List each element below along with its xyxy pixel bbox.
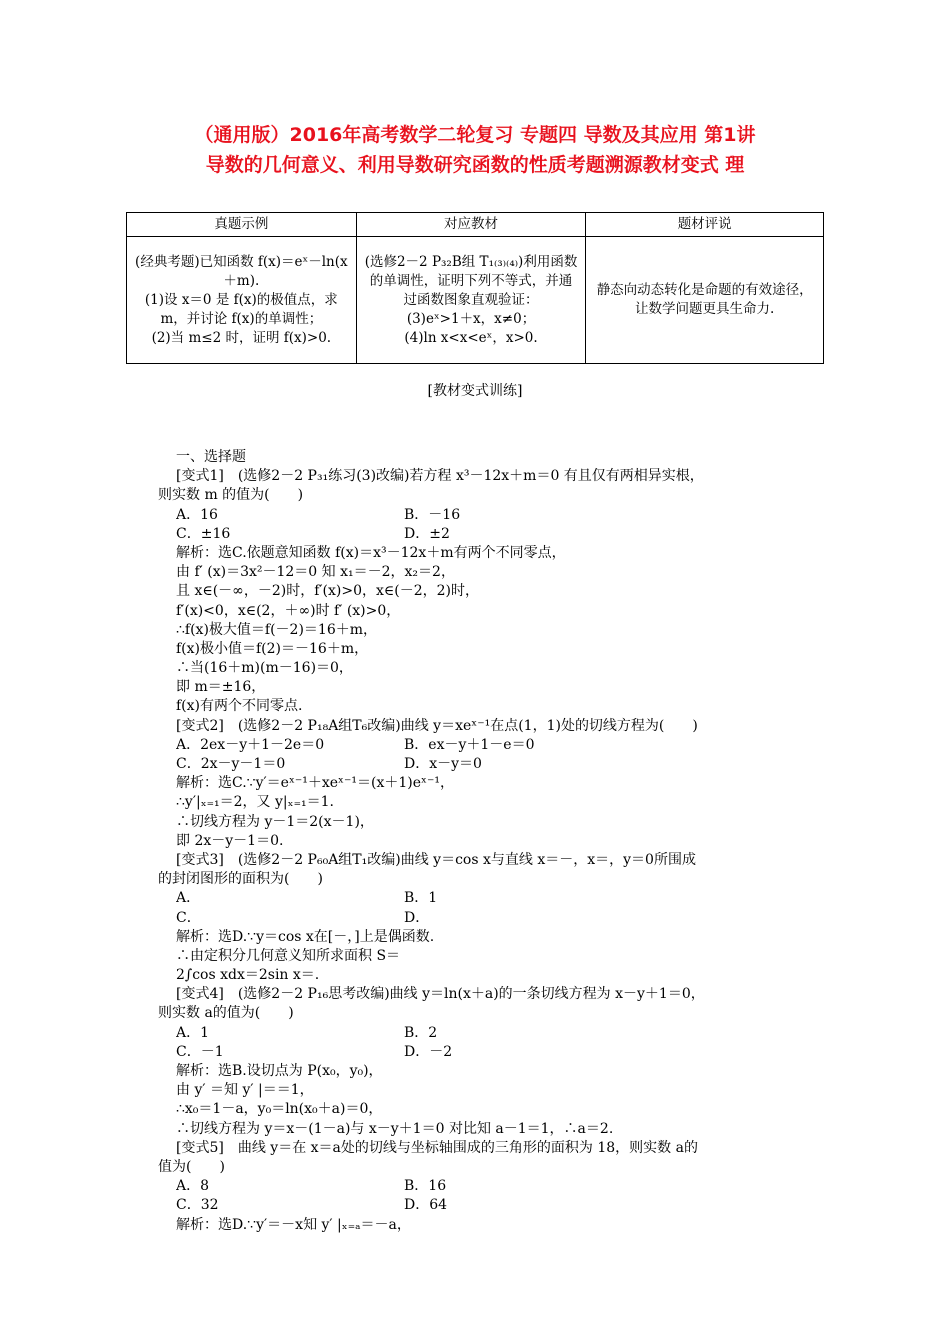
option-row bbox=[176, 1177, 824, 1196]
table-header: 题材评说 bbox=[586, 213, 824, 237]
option-b: D．－2 bbox=[404, 1043, 453, 1060]
text-line: 由 f′ (x)＝3x²－12＝0 知 x₁＝－2，x₂＝2， bbox=[176, 564, 455, 581]
text-line: ∴切线方程为 y－1＝2(x－1)， bbox=[176, 813, 374, 830]
table-cell-textbook: (选修2－2 P₃₂B组 T₁₍₃₎₍₄₎)利用函数的单调性，证明下列不等式，并通过函数图象直观验证： (3)eˣ>1＋x，x≠0； (4)ln x<x<eˣ，x>0. bbox=[356, 237, 586, 364]
text-line: ∴y′|ₓ₌₁＝2，又 y|ₓ₌₁＝1. bbox=[176, 794, 334, 811]
text-line: 值为( ) bbox=[158, 1158, 225, 1175]
option-a: C． bbox=[176, 909, 201, 926]
table-cell-exam-question: (经典考题)已知函数 f(x)＝eˣ－ln(x＋m). (1)设 x＝0 是 f(x)的极值点，求 m，并讨论 f(x)的单调性； (2)当 m≤2 时，证明 f(x)>0. bbox=[127, 237, 357, 364]
table-header: 对应教材 bbox=[356, 213, 586, 237]
text-line: [变式1] (选修2－2 P₃₁练习(3)改编)若方程 x³－12x＋m＝0 有且仅有两相异实根， bbox=[176, 468, 704, 485]
option-row bbox=[176, 889, 824, 908]
text-line: ∴x₀＝1－a，y₀＝ln(x₀＋a)＝0， bbox=[176, 1101, 383, 1118]
option-row bbox=[176, 506, 824, 525]
title-line-2: 导数的几何意义、利用导数研究函数的性质考题溯源教材变式 理 bbox=[205, 154, 745, 176]
table-cell-comment: 静态向动态转化是命题的有效途径，让数学问题更具生命力. bbox=[586, 237, 824, 364]
table-row bbox=[127, 237, 824, 364]
option-b: D．±2 bbox=[404, 525, 450, 542]
option-a: A．1 bbox=[176, 1024, 210, 1041]
text-line: [变式5] 曲线 y＝在 x＝a处的切线与坐标轴围成的三角形的面积为 18，则实数 a的 bbox=[176, 1139, 698, 1156]
option-a: C．2x－y－1＝0 bbox=[176, 756, 286, 772]
table-header-row bbox=[127, 213, 824, 237]
option-a: C．－1 bbox=[176, 1043, 224, 1060]
text-line: 由 y′ ＝知 y′ |＝＝1， bbox=[176, 1082, 314, 1099]
option-a: A．16 bbox=[176, 506, 218, 523]
text-line: 的封闭图形的面积为( ) bbox=[158, 871, 323, 888]
text-line: 且 x∈(－∞，－2)时，f′(x)>0，x∈(－2，2)时， bbox=[176, 583, 480, 600]
text-line: 解析：选D.∵y＝cos x在[－，]上是偶函数. bbox=[176, 928, 435, 945]
text-line: [变式2] (选修2－2 P₁₈A组T₆改编)曲线 y＝xeˣ⁻¹在点(1，1)处的切线方程为( ) bbox=[176, 717, 698, 734]
text-line: 则实数 a的值为( ) bbox=[158, 1005, 294, 1022]
option-b: D．64 bbox=[404, 1197, 448, 1214]
option-b: B．2 bbox=[404, 1024, 438, 1041]
option-row bbox=[176, 909, 824, 928]
text-line: ∴切线方程为 y＝x－(1－a)与 x－y＋1＝0 对比知 a－1＝1，∴a＝2. bbox=[176, 1120, 614, 1137]
table-header: 真题示例 bbox=[127, 213, 357, 237]
option-b: D．x－y＝0 bbox=[404, 756, 482, 772]
option-row bbox=[176, 525, 824, 544]
option-b: B．1 bbox=[404, 890, 438, 907]
text-line: 解析：选D.∵y′＝－x知 y′ |ₓ₌ₐ＝－a， bbox=[176, 1216, 411, 1233]
option-b: D． bbox=[404, 909, 430, 926]
exercise-body bbox=[158, 448, 824, 1235]
text-line: 则实数 m 的值为( ) bbox=[158, 487, 304, 504]
option-a: A．2ex－y＋1－2e＝0 bbox=[176, 736, 325, 753]
option-a: C．32 bbox=[176, 1197, 219, 1214]
text-line: 解析：选C.依题意知函数 f(x)＝x³－12x＋m有两个不同零点， bbox=[176, 544, 566, 561]
text-line: 2∫cos xdx＝2sin x＝. bbox=[176, 967, 320, 984]
option-a: A． bbox=[176, 890, 201, 907]
option-b: B．16 bbox=[404, 1178, 447, 1195]
section-title: [教材变式训练] bbox=[427, 383, 523, 399]
option-row bbox=[176, 755, 824, 774]
text-line: 一、选择题 bbox=[176, 449, 246, 465]
text-line: 解析：选C.∵y′＝eˣ⁻¹＋xeˣ⁻¹＝(x＋1)eˣ⁻¹， bbox=[176, 775, 454, 792]
text-line: ∴当(16＋m)(m－16)＝0， bbox=[176, 660, 353, 677]
text-line: f(x)极小值＝f(2)＝－16＋m， bbox=[176, 640, 369, 657]
text-line: 解析：选B.设切点为 P(x₀，y₀)， bbox=[176, 1063, 383, 1079]
option-a: C．±16 bbox=[176, 525, 231, 542]
text-line: 即 m＝±16， bbox=[176, 679, 266, 696]
document-title bbox=[0, 120, 950, 180]
text-line: ∴f(x)极大值＝f(－2)＝16＋m， bbox=[176, 621, 378, 638]
text-line: f(x)有两个不同零点. bbox=[176, 698, 303, 715]
title-line-1: （通用版）2016年高考数学二轮复习 专题四 导数及其应用 第1讲 bbox=[194, 124, 756, 146]
text-line: [变式4] (选修2－2 P₁₆思考改编)曲线 y＝ln(x＋a)的一条切线方程为 x－y＋1＝0， bbox=[176, 986, 705, 1003]
source-table bbox=[126, 212, 824, 364]
option-b: B．ex－y＋1－e＝0 bbox=[404, 736, 535, 753]
option-row bbox=[176, 1024, 824, 1043]
text-line: ∴由定积分几何意义知所求面积 S＝ bbox=[176, 947, 401, 964]
option-row bbox=[176, 1196, 824, 1215]
option-row bbox=[176, 736, 824, 755]
option-b: B．－16 bbox=[404, 506, 461, 523]
text-line: 即 2x－y－1＝0. bbox=[176, 832, 284, 849]
text-line: f′(x)<0，x∈(2，＋∞)时 f′ (x)>0， bbox=[176, 602, 401, 619]
text-line: [变式3] (选修2－2 P₆₀A组T₁改编)曲线 y＝cos x与直线 x＝－，x＝，y＝0所围成 bbox=[176, 851, 696, 868]
option-a: A．8 bbox=[176, 1178, 210, 1195]
option-row bbox=[176, 1043, 824, 1062]
